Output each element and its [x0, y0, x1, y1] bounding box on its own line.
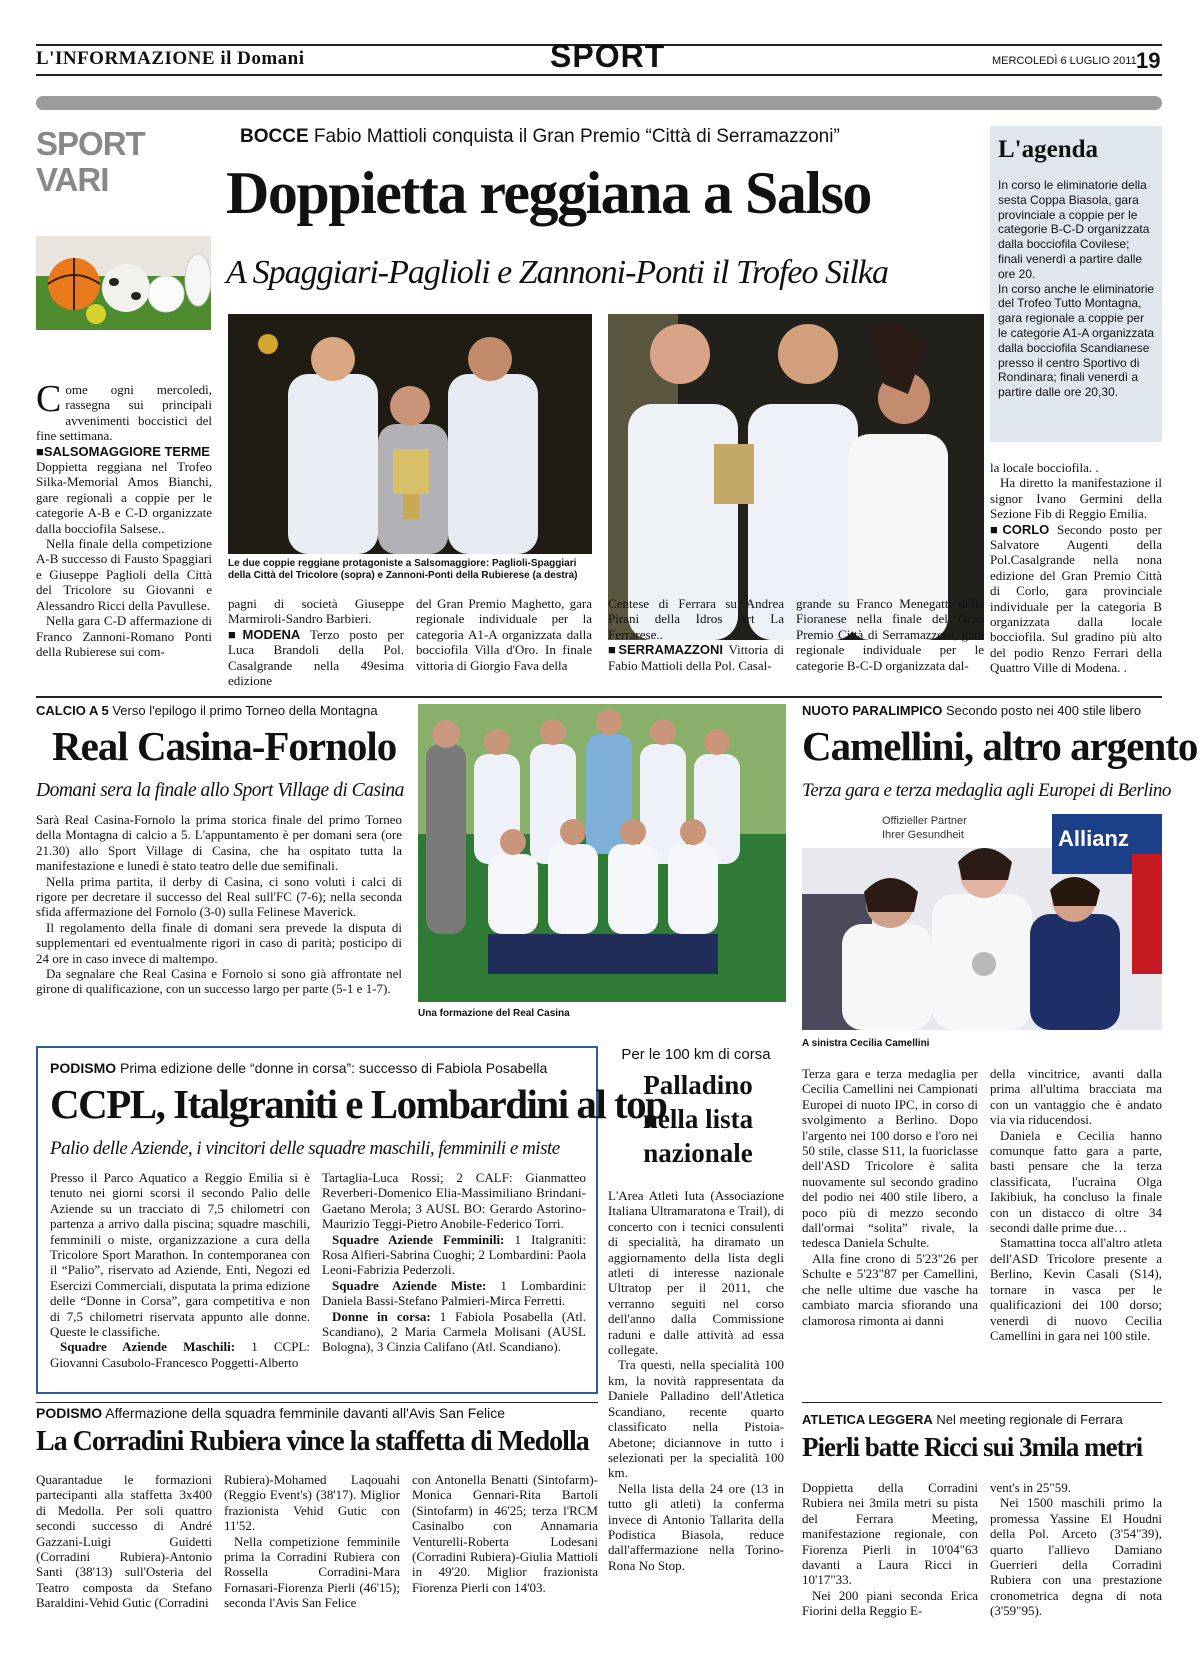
- palladino-headline: Palladino nella lista nazionale: [642, 1070, 754, 1168]
- calcio-photo: [418, 704, 786, 1002]
- calcio-headline: Real Casina-Fornolo: [52, 723, 397, 769]
- nuoto-kicker: NUOTO PARALIMPICO Secondo posto nei 400 stile libero: [802, 703, 1142, 718]
- bocce-col4: Centese di Ferrara su Andrea Pirani della Idros Art La Ferrarese.. ■ SERRAMAZZONI Vittoria di Fabio Mattioli della Pol. Casal-: [608, 596, 784, 673]
- calcio-kicker: CALCIO A 5 Verso l'epilogo il primo Torneo della Montagna: [36, 703, 378, 718]
- banner-text-2: Ihrer Gesundheit: [882, 829, 964, 841]
- bocce-col5: grande su Franco Menegatti della Fioranese nella finale del Gran Premio Città di Serramazzoni, gara regionale individuale per le categorie B-C-D organizzata dal-: [796, 596, 984, 673]
- podismo1-col2: Tartaglia-Luca Rossi; 2 CALF: Gianmatteo Reverberi-Domenico Elia-Massimiliano Brindani-Gaetano Merola; 3 AUSL BO: Gerardo Astorino-Maurizio Teggi-Pietro Anobile-Federico Torri. Squadre Aziende Femminili: 1 Italgraniti: Rosa Alfieri-Sabrina Cuoghi; 2 Lombardini: Paola Leoni-Fabrizia Pederzoli. Squadre Aziende Miste: 1 Lombardini: Daniela Bassi-Stefano Palmieri-Mirca Ferretti. Donne in corsa: 1 Fabiola Posabella (Atl. Scandiano), 2 Maria Carmela Molisani (AUSL Bologna), 3 Cinzia Califano (Atl. Scandiano).: [322, 1170, 587, 1355]
- bocce-kicker: BOCCE Fabio Mattioli conquista il Gran Premio “Città di Serramazzoni”: [240, 126, 840, 147]
- podismo1-subhead: Palio delle Aziende, i vincitori delle squadre maschili, femminili e miste: [50, 1138, 560, 1159]
- newspaper-name: L'INFORMAZIONE il Domani: [36, 48, 305, 69]
- podismo1-headline: CCPL, Italgraniti e Lombardini al top: [50, 1081, 667, 1127]
- podismo1-col1: Presso il Parco Aquatico a Reggio Emilia si è tenuto nei giorni scorsi il secondo Palio delle Aziende su un tracciato di 7,5 chilometri con partenza a arrivo dalla piscina; squadre maschili, femminili o miste, organizzazione a cura della Tricolore Sport Marathon. In contemporanea con il “Palio”, riservato ad Aziende, Enti, Negozi ed Esercizi Commerciali, disputata la prima edizione delle “Donne in Corsa”, gara competitiva e non di 7,5 chilometri riservata appunto alle donne. Queste le classifiche. Squadre Aziende Maschili: 1 CCPL: Giovanni Casubolo-Francesco Poggetti-Alberto: [50, 1170, 311, 1370]
- agenda-text: In corso le eliminatorie della sesta Coppa Biasola, gara provinciale a coppie per le categorie B-C-D organizzata dalla bocciofila Covilese; finali venerdì a partire dalle ore 20. In corso anche le eliminatorie del Trofeo Tutto Montagna, gara regionale a coppie per le categorie A1-A organizzata dalla bocciofila Scandianese presso il centro Sportivo di Rondinara; finali venerdì a partire dalle ore 20,30.: [998, 178, 1155, 400]
- bocce-col1: Come ogni mercoledì, rassegna sui principali avvenimenti boccistici del fine settimana. ■ SALSOMAGGIORE TERME Doppietta reggiana nel Trofeo Silka-Memorial Amos Bianchi, gare regionali a coppie per le categorie A-B e C-D organizzate dalla bocciofila Salsese.. Nella finale della competizione A-B successo di Fausto Spaggiari e Giuseppe Paglioli della Città del Tricolore su Giovanni e Alessandro Ricci della Pavullese. Nella gara C-D affermazione di Franco Zannoni-Romano Ponti della Rubierese sui com-: [36, 382, 212, 659]
- bocce-col3: del Gran Premio Maghetto, gara regionale individuale per la categoria A1-A organizzata dalla bocciofila Villa d'Oro. In finale vittoria di Giorgio Fava della: [416, 596, 592, 673]
- calcio-subhead: Domani sera la finale allo Sport Village di Casina: [36, 780, 404, 801]
- podismo2-kicker: PODISMO Affermazione della squadra femminile davanti all'Avis San Felice: [36, 1405, 506, 1421]
- nuoto-caption: A sinistra Cecilia Camellini: [802, 1038, 930, 1049]
- section-label: SPORT VARI: [36, 125, 145, 198]
- section-name: SPORT: [550, 38, 666, 74]
- palladino-body: L'Area Atleti Iuta (Associazione Italiana Ultramaratona e Trail), di concerto con i tecnici consulenti di specialità, ha diramato un aggiornamento della lista degli atleti di interesse nazionale Ultratop per il 2011, che verranno seguiti nel corso dell'anno dalla Commissione raduni e dalle attività ad essa collegate. Tra questi, nella specialità 100 km, la novità rappresentata da Daniele Palladino dell'Atletica Scandiano, recente quarto classificato nella Pistoia-Abetone; diciannove in tutto i selezionati per la specialità 100 km. Nella lista della 24 ore (13 in tutto gli atleti) la conferma invece di Antonio Tallarita della Podistica Biasola, reduce dall'affermazione nella Torino-Rona No Stop.: [608, 1188, 784, 1573]
- bocce-headline: Doppietta reggiana a Salso: [226, 160, 871, 226]
- bocce-photo-left: [228, 314, 592, 554]
- bocce-subhead: A Spaggiari-Paglioli e Zannoni-Ponti il Trofeo Silka: [226, 254, 888, 291]
- podismo2-col2: Rubiera)-Mohamed Laqouahi (Reggio Event's) (38'17). Miglior frazionista Vehid Gutic con 11'52. Nella competizione femminile prima la Corradini Rubiera con Rossella Corradini-Mara Fornasari-Fiorenza Pierli (46'15); seconda l'Avis San Felice: [224, 1472, 400, 1611]
- podismo1-kicker: PODISMO Prima edizione delle “donne in corsa”: successo di Fabiola Posabella: [50, 1060, 548, 1076]
- atletica-col2: vent's in 25"59. Nei 1500 maschili primo la promessa Yassine El Houdni della Pol. Arceto (3'54"39), quarto l'allievo Damiano Guerrieri della Corradini Rubiera con una prestazione cronometrica degna di nota (3'59"95).: [990, 1480, 1162, 1619]
- issue-date: MERCOLEDÌ 6 LUGLIO 2011: [992, 55, 1137, 67]
- calcio-caption: Una formazione del Real Casina: [418, 1008, 570, 1019]
- banner-logo: Allianz: [1058, 826, 1129, 851]
- agenda-title: L'agenda: [998, 136, 1099, 163]
- balls-photo: [36, 236, 211, 330]
- nuoto-headline: Camellini, altro argento: [802, 723, 1198, 769]
- agenda-box: [990, 126, 1162, 442]
- bocce-caption: Le due coppie reggiane protagoniste a Salsomaggiore: Paglioli-Spaggiari della Città del Tricolore (sopra) e Zannoni-Ponti della Rubierese (a destra): [228, 558, 578, 581]
- podismo2-col1: Quarantadue le formazioni partecipanti alla staffetta 3x400 di Medolla. Per soli quattro secondi successo di André Gazzani-Luigi Guidetti (Corradini Rubiera)-Antonio Santi (38'13) sull'Osteria del Teatro composta da Stefano Baraldini-Vehid Gutic (Corradini: [36, 1472, 212, 1611]
- podismo2-headline: La Corradini Rubiera vince la staffetta di Medolla: [36, 1426, 589, 1457]
- palladino-kicker: Per le 100 km di corsa: [621, 1046, 771, 1063]
- grey-band: [36, 96, 1162, 110]
- banner-text-1: Offizieller Partner: [882, 815, 967, 827]
- nuoto-col1: Terza gara e terza medaglia per Cecilia Camellini nei Campionati Europei di nuoto IPC, in corso di svolgimento a Berlino. Dopo l'argento nei 100 dorso e l'oro nei 50 stile, classe S11, la fuoriclasse dell'ASD Tricolore è salita nuovamente sul secondo gradino del podio nei 400 stile libero, a poco più di mezzo secondo dall'ormai “solita” rivale, la tedesca Daniela Schulte. Alla fine crono di 5'23"26 per Schulte e 5'23"87 per Camellini, che nelle ultime due vasche ha cambiato marcia sfiorando una clamorosa rimonta ai danni: [802, 1066, 978, 1328]
- atletica-col1: Doppietta della Corradini Rubiera nei 3mila metri su pista del Ferrara Meeting, manifestazione regionale, con Fiorenza Pierli in 10'04"63 davanti a Laura Ricci in 10'17"33. Nei 200 piani seconda Erica Fiorini della Reggio E-: [802, 1480, 978, 1619]
- atletica-headline: Pierli batte Ricci sui 3mila metri: [802, 1432, 1143, 1462]
- bocce-photo-right: [608, 314, 984, 640]
- atletica-kicker: ATLETICA LEGGERA Nel meeting regionale di Ferrara: [802, 1412, 1123, 1427]
- bocce-col2: pagni di società Giuseppe Marmiroli-Sandro Barbieri. ■ MODENA Terzo posto per Luca Brandoli della Pol. Casalgrande nella 49esima edizione: [228, 596, 404, 688]
- nuoto-col2: della vincitrice, avanti dalla prima all'ultima bracciata ma con un vantaggio che è andato via via riducendosi. Daniela e Cecilia hanno comunque fatto gara a parte, basti pensare che la terza classificata, l'ucraina Olga Iakibiuk, ha concluso la finale con un distacco di oltre 34 secondi dalle prime due… Stamattina tocca all'altro atleta dell'ASD Tricolore presente a Berlino, Kevin Casali (S14), tornare in vasca per le qualificazioni dei 100 dorso; venerdì di nuovo Cecilia Camellini in gara nei 100 stile.: [990, 1066, 1162, 1343]
- nuoto-photo: [802, 814, 1162, 1030]
- bocce-col6: la locale bocciofila. . Ha diretto la manifestazione il signor Ivano Germini della Sezione Fib di Reggio Emilia. ■ CORLO Secondo posto per Salvatore Augenti della Pol.Casalgrande nella nona edizione del Gran Premio Città di Corlo, gara provinciale individuale per la categoria B organizzata dalla locale bocciofila. Sul gradino più alto del podio Renzo Ferrari della Quattro Ville di Modena. .: [990, 460, 1162, 676]
- nuoto-subhead: Terza gara e terza medaglia agli Europei di Berlino: [802, 780, 1171, 801]
- podismo2-col3: con Antonella Benatti (Sintofarm)-Monica Gennari-Rita Bartoli (Sintofarm) in 46'25; terza l'RCM Casinalbo con Annamaria Venturelli-Roberta Lodesani (Corradini Rubiera)-Giulia Mattioli in 49'20. Miglior frazionista Fiorenza Pierli con 14'03.: [412, 1472, 598, 1595]
- calcio-body: Sarà Real Casina-Fornolo la prima storica finale del primo Torneo della Montagna di calcio a 5. L'appuntamento è per domani sera (ore 21.30) allo Sport Village di Casina, che ha ospitato tutta la manifestazione e lunedì è stato teatro delle due semifinali. Nella prima partita, il derby di Casina, ci sono voluti i calci di rigore per decretare il successo del Real sull'FC (7-6); nella seconda sfida affermazione del Fornolo (3-0) sulla Felinese Maverick. Il regolamento della finale di domani sera prevede la disputa di supplementari ed eventualmente rigori in caso di parità; posticipo di 24 ore in caso invece di maltempo. Da segnalare che Real Casina e Fornolo si sono già affrontate nel girone di qualificazione, con un successo largo per parte (5-1 e 1-7).: [36, 812, 402, 997]
- page-number: 19: [1136, 48, 1161, 73]
- drop-cap: C: [36, 378, 62, 420]
